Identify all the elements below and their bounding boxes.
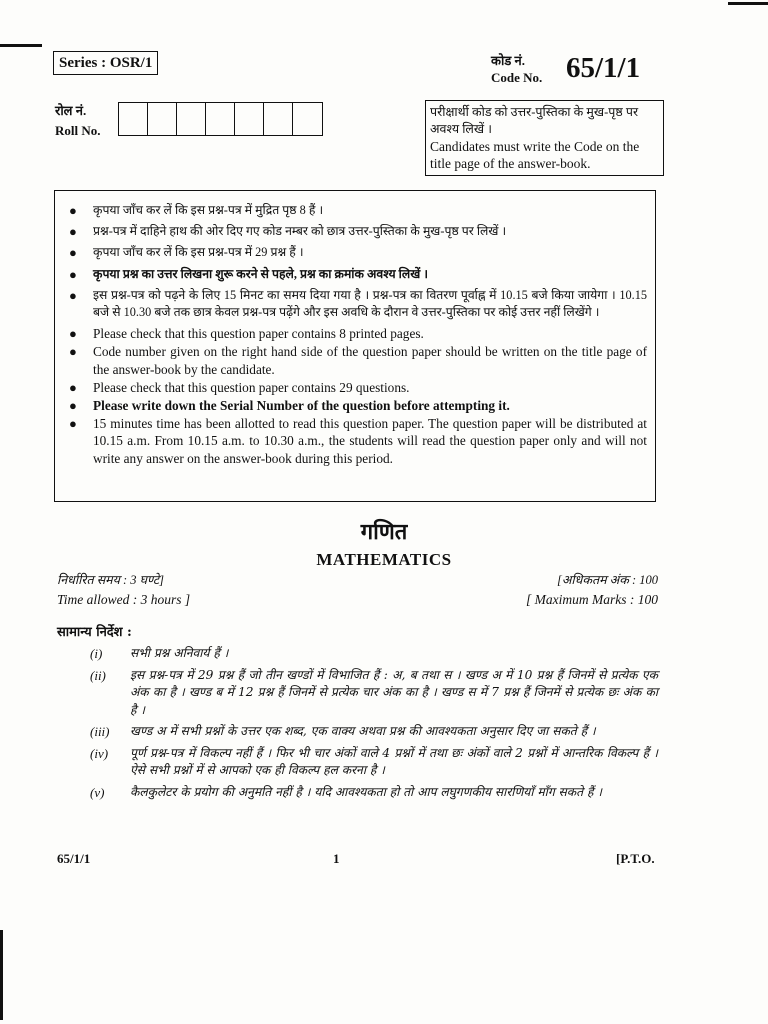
- roll-label-english: Roll No.: [55, 123, 101, 138]
- bullet-icon: ●: [69, 326, 77, 342]
- general-instruction-item: [88, 723, 658, 741]
- roll-number-cell[interactable]: [148, 103, 177, 135]
- instruction-item: [65, 266, 647, 283]
- code-label-english: Code No.: [491, 70, 543, 85]
- roll-number-cell[interactable]: [293, 103, 322, 135]
- page-number: 1: [333, 851, 340, 866]
- general-instruction-number: (iii): [90, 724, 110, 739]
- general-instruction-text: सभी प्रश्न अनिवार्य हैं ।: [130, 646, 229, 660]
- please-turn-over: [P.T.O.: [616, 851, 655, 866]
- subject-title-english: MATHEMATICS: [316, 550, 452, 569]
- time-allowed-english: Time allowed : 3 hours ]: [57, 592, 191, 607]
- instruction-text: Please write down the Serial Number of the question before attempting it.: [93, 398, 510, 414]
- time-allowed: [57, 570, 190, 610]
- general-instruction-number: (i): [90, 646, 103, 661]
- general-instruction-item: [88, 745, 658, 780]
- instruction-item: [65, 325, 647, 342]
- general-instruction-number: (v): [90, 784, 105, 800]
- instruction-text: Please check that this question paper contains 29 questions.: [93, 379, 410, 395]
- instruction-item: [65, 202, 647, 219]
- series-label: Series : OSR/1: [53, 51, 158, 75]
- instruction-text: प्रश्न-पत्र में दाहिने हाथ की ओर दिए गए कोड नम्बर को छात्र उत्तर-पुस्तिका के मुख-पृष्ठ पर लिखें ।: [93, 224, 507, 239]
- instruction-text: Please check that this question paper contains 8 printed pages.: [93, 326, 424, 342]
- roll-number-cell[interactable]: [177, 103, 206, 135]
- bullet-icon: ●: [69, 203, 77, 218]
- instruction-text: कृपया जाँच कर लें कि इस प्रश्न-पत्र में मुद्रित पृष्ठ 8 हैं ।: [93, 203, 324, 217]
- bullet-icon: ●: [69, 416, 77, 432]
- roll-number-cell[interactable]: [235, 103, 264, 135]
- general-instruction-item: [88, 667, 658, 720]
- general-instruction-text: पूर्ण प्रश्न-पत्र में विकल्प नहीं हैं । फिर भी चार अंकों वाले 4 प्रश्नों में तथा छः अंकों वाले 2 प्रश्नों में आन्तरिक विकल्प हैं । ऐसे सभी प्रश्नों में से आपको एक ही विकल्प हल करना है ।: [130, 745, 658, 777]
- footer-code: 65/1/1: [57, 851, 91, 866]
- maximum-marks-english: [ Maximum Marks : 100: [526, 592, 658, 607]
- bullet-icon: ●: [69, 224, 77, 240]
- instruction-item: [65, 223, 647, 240]
- instruction-item: [65, 379, 647, 396]
- bullet-icon: ●: [69, 287, 77, 303]
- scan-edge-mark: [728, 2, 768, 5]
- scan-edge-mark: [0, 930, 3, 1020]
- code-label-hindi: कोड नं.: [491, 53, 526, 68]
- bullet-icon: ●: [69, 245, 77, 261]
- general-instructions-list: [88, 645, 658, 805]
- general-instruction-text: खण्ड अ में सभी प्रश्नों के उत्तर एक शब्द, एक वाक्य अथवा प्रश्न की आवश्यकता अनुसार दिए जा सकते हैं ।: [130, 724, 596, 738]
- candidate-note-hindi: परीक्षार्थी कोड को उत्तर-पुस्तिका के मुख-पृष्ठ पर अवश्य लिखें ।: [430, 105, 639, 136]
- code-label: [491, 52, 542, 86]
- roll-number-cell[interactable]: [264, 103, 293, 135]
- instruction-text: 15 minutes time has been allotted to read this question paper. The question paper will be distributed at 10.15 a.m. From 10.15 a.m. to 10.30 a.m., the students will read the question paper only and will not write any answer on the answer-book during this period.: [93, 416, 647, 466]
- general-instruction-item: [88, 784, 658, 802]
- general-instructions-heading: सामान्य निर्देश :: [57, 625, 132, 640]
- general-instruction-item: [88, 645, 658, 663]
- scan-edge-mark: [0, 44, 42, 47]
- general-instruction-number: (ii): [90, 667, 106, 683]
- maximum-marks: [480, 570, 658, 610]
- candidate-note-english: Candidates must write the Code on the title page of the answer-book.: [430, 139, 640, 171]
- roll-number-boxes: [118, 102, 323, 136]
- instruction-item: [65, 244, 647, 261]
- instruction-item: [65, 287, 647, 321]
- instructions-list: [65, 202, 647, 467]
- time-allowed-hindi: निर्धारित समय : 3 घण्टे]: [57, 573, 165, 587]
- roll-number-cell[interactable]: [206, 103, 235, 135]
- instruction-text: कृपया जाँच कर लें कि इस प्रश्न-पत्र में 29 प्रश्न हैं ।: [93, 245, 304, 260]
- instructions-box: [54, 190, 656, 502]
- subject-title-hindi: गणित: [360, 519, 408, 545]
- instruction-item: [65, 415, 647, 467]
- instruction-text: Code number given on the right hand side of the question paper should be written on the title page of the answer-book by the candidate.: [93, 344, 647, 377]
- instruction-text: कृपया प्रश्न का उत्तर लिखना शुरू करने से पहले, प्रश्न का क्रमांक अवश्य लिखें ।: [93, 266, 428, 281]
- bullet-icon: ●: [69, 379, 77, 395]
- maximum-marks-hindi: [अधिकतम अंक : 100: [557, 573, 658, 587]
- code-number: 65/1/1: [566, 52, 641, 84]
- instruction-item: [65, 397, 647, 414]
- instruction-text: इस प्रश्न-पत्र को पढ़ने के लिए 15 मिनट का समय दिया गया है । प्रश्न-पत्र का वितरण पूर्वाह्न में 10.15 बजे किया जायेगा । 10.15 बजे से 10.30 बजे तक छात्र केवल प्रश्न-पत्र पढ़ेंगे और इस अवधि के दौरान वे उत्तर-पुस्तिका पर कोई उत्तर नहीं लिखेंगे ।: [93, 287, 647, 320]
- roll-number-cell[interactable]: [119, 103, 148, 135]
- roll-number-label: [55, 101, 101, 141]
- bullet-icon: ●: [69, 344, 77, 360]
- general-instruction-number: (iv): [90, 745, 109, 761]
- bullet-icon: ●: [69, 266, 77, 282]
- general-instruction-text: कैलकुलेटर के प्रयोग की अनुमति नहीं है । यदि आवश्यकता हो तो आप लघुगणकीय सारणियाँ माँग सकते हैं ।: [130, 784, 602, 799]
- roll-label-hindi: रोल नं.: [55, 103, 87, 118]
- bullet-icon: ●: [69, 398, 77, 414]
- general-instruction-text: इस प्रश्न-पत्र में 29 प्रश्न हैं जो तीन खण्डों में विभाजित हैं : अ, ब तथा स । खण्ड अ में 10 प्रश्न हैं जिनमें से प्रत्येक एक अंक का है । खण्ड ब में 12 प्रश्न हैं जिनमें से प्रत्येक चार अंक का है । खण्ड स में 7 प्रश्न हैं जिनमें से प्रत्येक छः अंक का है ।: [130, 667, 658, 717]
- instruction-item: [65, 343, 647, 377]
- candidate-code-notice: [425, 100, 664, 176]
